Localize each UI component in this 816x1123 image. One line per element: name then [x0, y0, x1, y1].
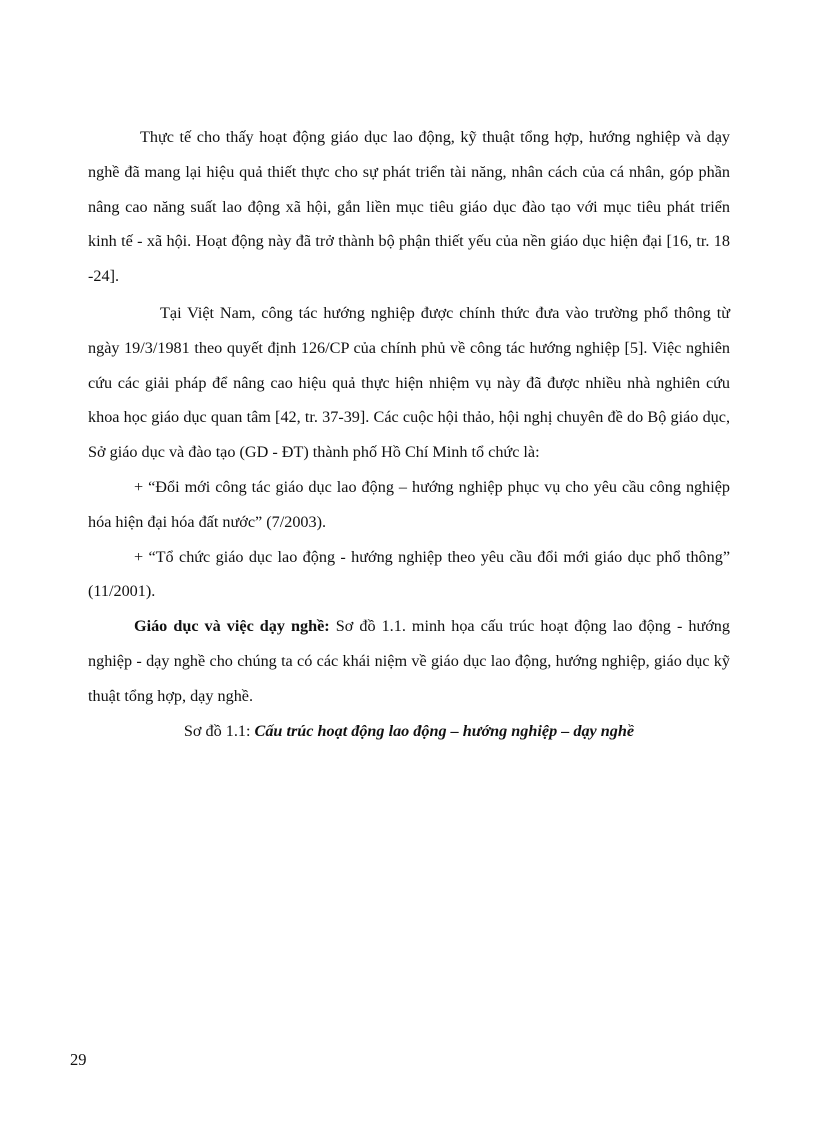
page-number: 29 — [70, 1050, 87, 1069]
bullet-conference-2003: + “Đổi mới công tác giáo dục lao động – hướng nghiệp phục vụ cho yêu cầu công nghiệp hóa hiện đại hóa đất nước” (7/2003). — [88, 477, 730, 531]
bullet-conference-2001: + “Tổ chức giáo dục lao động - hướng nghiệp theo yêu cầu đổi mới giáo dục phổ thông” (11/2001). — [88, 547, 730, 601]
caption-prefix: Sơ đồ 1.1: — [183, 721, 255, 740]
paragraph-practice-effects: Thực tế cho thấy hoạt động giáo dục lao động, kỹ thuật tổng hợp, hướng nghiệp và dạy nghề đã mang lại hiệu quả thiết thực cho sự phát triển tài năng, nhân cách của cá nhân, góp phần nâng cao năng suất lao động xã hội, gắn liền mục tiêu giáo dục đào tạo với mục tiêu phát triển kinh tế - xã hội. Hoạt động này đã trở thành bộ phận thiết yếu của nền giáo dục hiện đại [16, tr. 18 -24]. — [88, 128, 730, 286]
document-body — [88, 120, 730, 748]
paragraph-vocational-education — [88, 609, 730, 713]
caption-title: Cấu trúc hoạt động lao động – hướng nghiệp – dạy nghề — [254, 721, 635, 740]
diagram-caption — [88, 714, 730, 749]
section-heading-inline: Giáo dục và việc dạy nghề: — [134, 617, 330, 636]
paragraph-vocational-text: Sơ đồ 1.1. minh họa cấu trúc hoạt động lao động - hướng nghiệp - dạy nghề cho chúng ta có các khái niệm về giáo dục lao động, hướng nghiệp, giáo dục kỹ thuật tổng hợp, dạy nghề. — [88, 617, 730, 705]
paragraph-vietnam-career-guidance: Tại Việt Nam, công tác hướng nghiệp được chính thức đưa vào trường phổ thông từ ngày 19/3/1981 theo quyết định 126/CP của chính phủ về công tác hướng nghiệp [5]. Việc nghiên cứu các giải pháp để nâng cao hiệu quả thực hiện nhiệm vụ này đã được nhiều nhà nghiên cứu khoa học giáo dục quan tâm [42, tr. 37-39]. Các cuộc hội thảo, hội nghị chuyên đề do Bộ giáo dục, Sở giáo dục và đào tạo (GD - ĐT) thành phố Hồ Chí Minh tổ chức là: — [88, 303, 730, 462]
